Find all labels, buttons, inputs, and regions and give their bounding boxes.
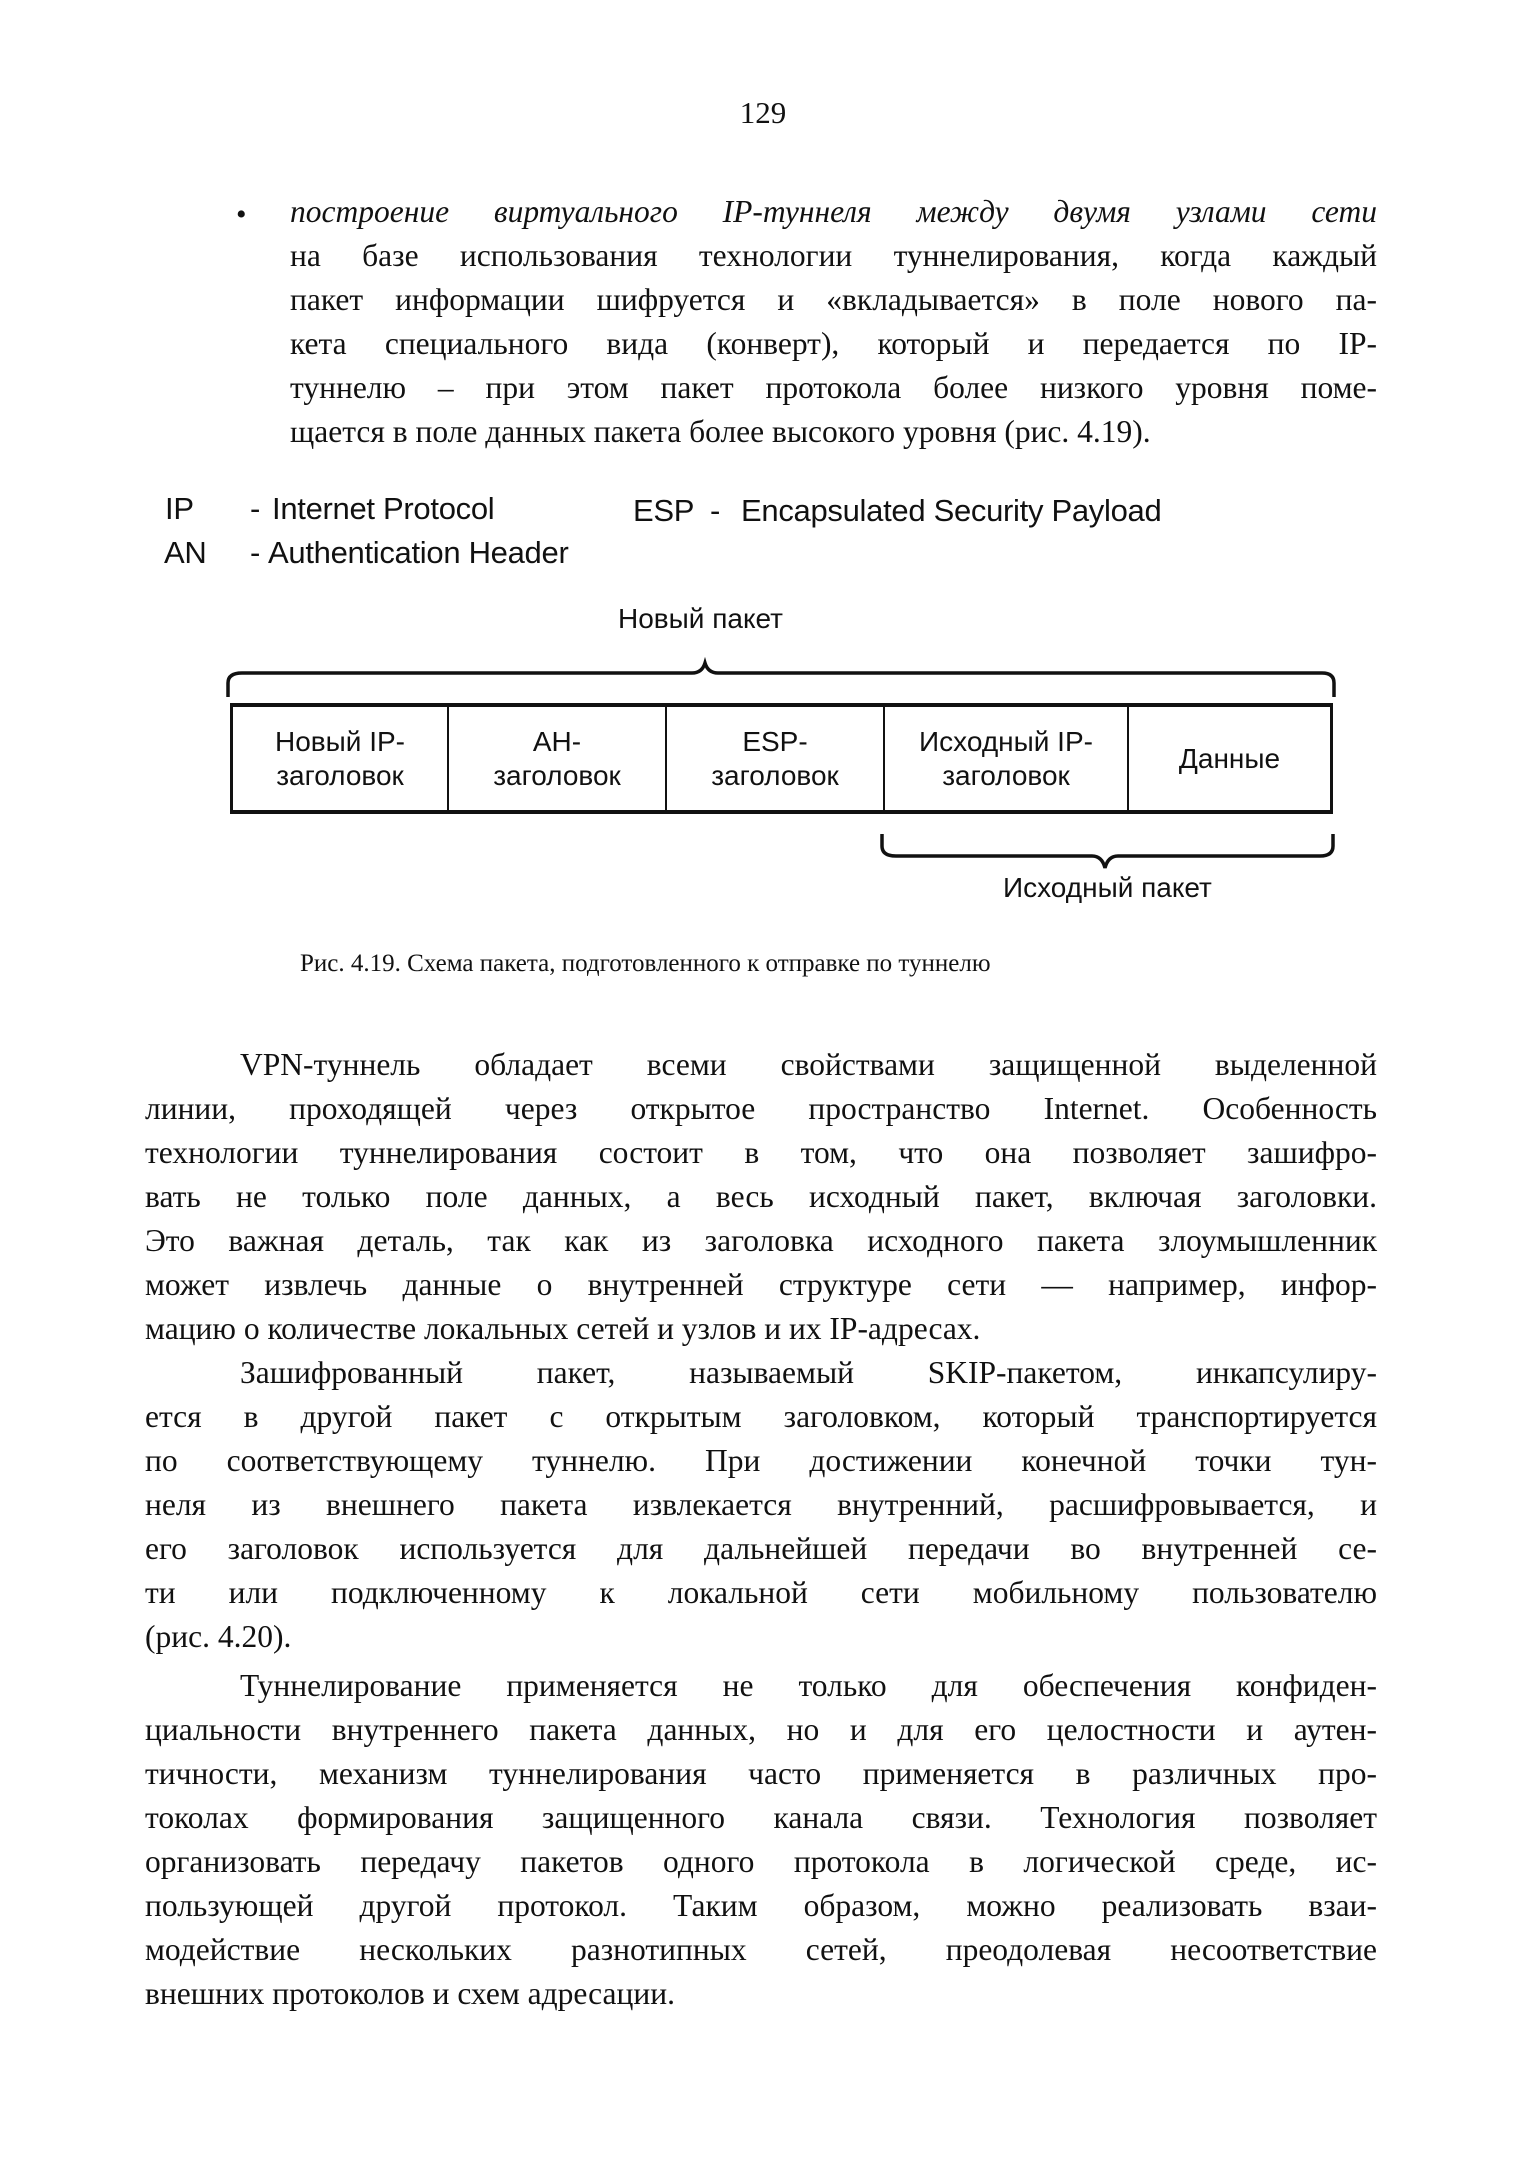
- legend-text-an: Authentication Header: [268, 535, 569, 570]
- legend-dash: -: [250, 535, 261, 570]
- cell-label: ESP-: [742, 725, 808, 757]
- cell-label: Данные: [1178, 742, 1281, 774]
- packet-structure: [230, 703, 1333, 814]
- cell-label: заголовок: [493, 759, 621, 791]
- paragraph-line: технологии туннелирования состоит в том, что она позволяет зашифро-: [145, 1135, 1377, 1170]
- paragraph-line: внешних протоколов и схем адресации.: [145, 1976, 675, 2011]
- paragraph-line: тичности, механизм туннелирования часто применяется в различных про-: [145, 1756, 1377, 1791]
- paragraph-line: организовать передачу пакетов одного протокола в логической среде, ис-: [145, 1844, 1377, 1879]
- cell-label: заголовок: [711, 759, 839, 791]
- paragraph-line: вать не только поле данных, а весь исходный пакет, включая заголовки.: [145, 1179, 1377, 1214]
- paragraph-line: его заголовок используется для дальнейшей передачи во внутренней се-: [145, 1531, 1377, 1566]
- paragraph-line: Туннелирование применяется не только для обеспечения конфиден-: [240, 1668, 1377, 1703]
- paragraph-line: VPN-туннель обладает всеми свойствами защищенной выделенной: [240, 1047, 1377, 1082]
- cell-label: AH-: [532, 725, 582, 757]
- page-number: 129: [739, 95, 787, 130]
- cell-ah-header: [449, 707, 667, 810]
- cell-label: Исходный IP-: [919, 725, 1093, 757]
- new-packet-label: Новый пакет: [618, 603, 783, 634]
- bullet-line: построение виртуального IP-туннеля между двумя узлами сети: [290, 194, 1377, 229]
- cell-original-ip-header: [885, 707, 1129, 810]
- cell-esp-header: [667, 707, 885, 810]
- bullet-line: на базе использования технологии туннелирования, когда каждый: [290, 238, 1377, 273]
- bullet-marker: •: [236, 198, 247, 231]
- paragraph-line: циальности внутреннего пакета данных, но и для его целостности и аутен-: [145, 1712, 1377, 1747]
- paragraph-line: мацию о количестве локальных сетей и узлов и их IP-адресах.: [145, 1311, 981, 1346]
- original-packet-label: Исходный пакет: [1003, 872, 1212, 903]
- legend-abbr-an: AN: [164, 535, 207, 570]
- cell-new-ip-header: [233, 707, 449, 810]
- bullet-line: пакет информации шифруется и «вкладывается» в поле нового па-: [290, 282, 1377, 317]
- bullet-line: щается в поле данных пакета более высокого уровня (рис. 4.19).: [290, 414, 1151, 449]
- figure-caption: Рис. 4.19. Схема пакета, подготовленного к отправке по туннелю: [300, 950, 991, 977]
- paragraph-line: токолах формирования защищенного канала связи. Технология позволяет: [145, 1800, 1377, 1835]
- bottom-brace-icon: [878, 832, 1338, 872]
- paragraph-line: может извлечь данные о внутренней структуре сети — например, инфор-: [145, 1267, 1377, 1302]
- paragraph-line: Это важная деталь, так как из заголовка исходного пакета злоумышленник: [145, 1223, 1377, 1258]
- paragraph-line: ти или подключенному к локальной сети мобильному пользователю: [145, 1575, 1377, 1610]
- paragraph-line: ется в другой пакет с открытым заголовком, который транспортируется: [145, 1399, 1377, 1434]
- paragraph-line: Зашифрованный пакет, называемый SKIP-пакетом, инкапсулиру-: [240, 1355, 1377, 1390]
- legend-abbr-esp: ESP: [633, 493, 695, 528]
- top-brace-icon: [224, 655, 1340, 700]
- paragraph-line: линии, проходящей через открытое пространство Internet. Особенность: [145, 1091, 1377, 1126]
- bullet-line: кета специального вида (конверт), который и передается по IP-: [290, 326, 1377, 361]
- paragraph-line: по соответствующему туннелю. При достижении конечной точки тун-: [145, 1443, 1377, 1478]
- cell-label: заголовок: [276, 759, 404, 791]
- paragraph-line: пользующей другой протокол. Таким образом, можно реализовать взаи-: [145, 1888, 1377, 1923]
- legend-text-ip: Internet Protocol: [272, 491, 495, 526]
- paragraph-line: неля из внешнего пакета извлекается внутренний, расшифровывается, и: [145, 1487, 1377, 1522]
- legend-dash: -: [250, 491, 261, 526]
- paragraph-line: (рис. 4.20).: [145, 1619, 292, 1654]
- legend-dash: -: [710, 493, 721, 528]
- cell-label: Новый IP-: [275, 725, 405, 757]
- cell-label: заголовок: [942, 759, 1070, 791]
- cell-data: [1129, 707, 1330, 810]
- legend-abbr-ip: IP: [165, 491, 194, 526]
- bullet-line: туннелю – при этом пакет протокола более низкого уровня поме-: [290, 370, 1377, 405]
- legend-text-esp: Encapsulated Security Payload: [741, 493, 1162, 528]
- paragraph-line: модействие нескольких разнотипных сетей, преодолевая несоответствие: [145, 1932, 1377, 1967]
